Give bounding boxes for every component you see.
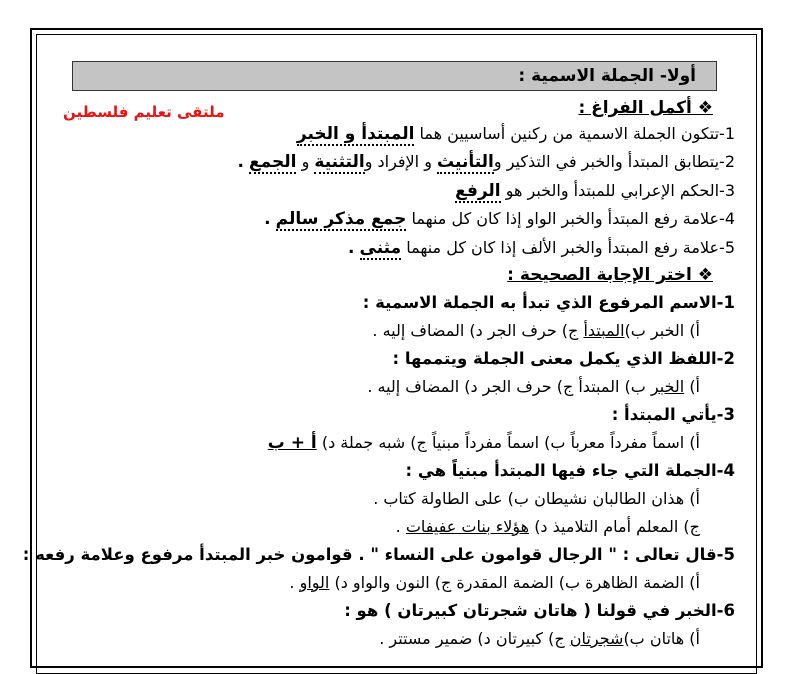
mcq-question-4: 4-الجملة التي جاء فيها المبتدأ مبنياً هي :	[405, 461, 735, 480]
mcq-question-5: 5-قال تعالى : " الرجال قوامون على النساء " . قوامون خبر المبتدأ مرفوع وعلامة رفعه :	[22, 545, 735, 564]
mcq-question-6: 6-الخبر في قولنا ( هاتان شجرتان كبيرتان ) هو :	[344, 601, 735, 620]
mcq-options-4a: أ) هذان الطالبان نشيطان ب) على الطاولة كتاب .	[373, 489, 700, 508]
fill-item-2: 2-يتطابق المبتدأ والخبر في التذكير والتأنيث و الإفراد والتثنية و الجمع .	[237, 152, 735, 172]
section-title-box	[72, 61, 717, 91]
fill-blank-heading: ❖ أكمل الفراغ :	[578, 98, 713, 118]
fill-item-4: 4-علامة رفع المبتدأ والخبر الواو إذا كان كل منهما جمع مذكر سالم .	[264, 209, 735, 229]
mcq-heading: ❖ اختر الإجابة الصحيحة :	[507, 265, 713, 285]
mcq-question-1: 1-الاسم المرفوع الذي تبدأ به الجملة الاسمية :	[362, 293, 735, 312]
mcq-options-5: أ) الضمة الظاهرة ب) الضمة المقدرة ج) النون والواو د) الواو .	[289, 573, 700, 592]
mcq-options-4b: ج) المعلم أمام التلاميذ د) هؤلاء بنات عفيفات .	[395, 517, 700, 536]
mcq-options-2: أ) الخبر ب) المبتدأ ج) حرف الجر د) المضاف إليه .	[367, 377, 700, 396]
mcq-options-6: أ) هاتان ب)شجرتان ج) كبيرتان د) ضمير مستتر .	[379, 629, 700, 648]
fill-item-3: 3-الحكم الإعرابي للمبتدأ والخبر هو الرفع	[455, 181, 735, 201]
mcq-question-2: 2-اللفظ الذي يكمل معنى الجملة ويتممها :	[392, 349, 735, 368]
mcq-options-1: أ) الخبر ب)المبتدأ ج) حرف الجر د) المضاف إليه .	[372, 321, 700, 340]
section-title: أولا- الجملة الاسمية :	[518, 66, 696, 86]
mcq-options-3: أ) اسماً مفرداً معرباً ب) اسماً مفرداً مبنياً ج) شبه جملة د) أ + ب	[267, 433, 700, 453]
fill-item-1: 1-تتكون الجملة الاسمية من ركنين أساسيين هما المبتدأ و الخبر	[296, 124, 735, 144]
mcq-question-3: 3-يأتي المبتدأ :	[611, 405, 735, 424]
watermark-text: ملتقى تعليم فلسطين	[63, 103, 225, 121]
fill-item-5: 5-علامة رفع المبتدأ والخبر الألف إذا كان كل منهما مثنى .	[347, 238, 735, 258]
